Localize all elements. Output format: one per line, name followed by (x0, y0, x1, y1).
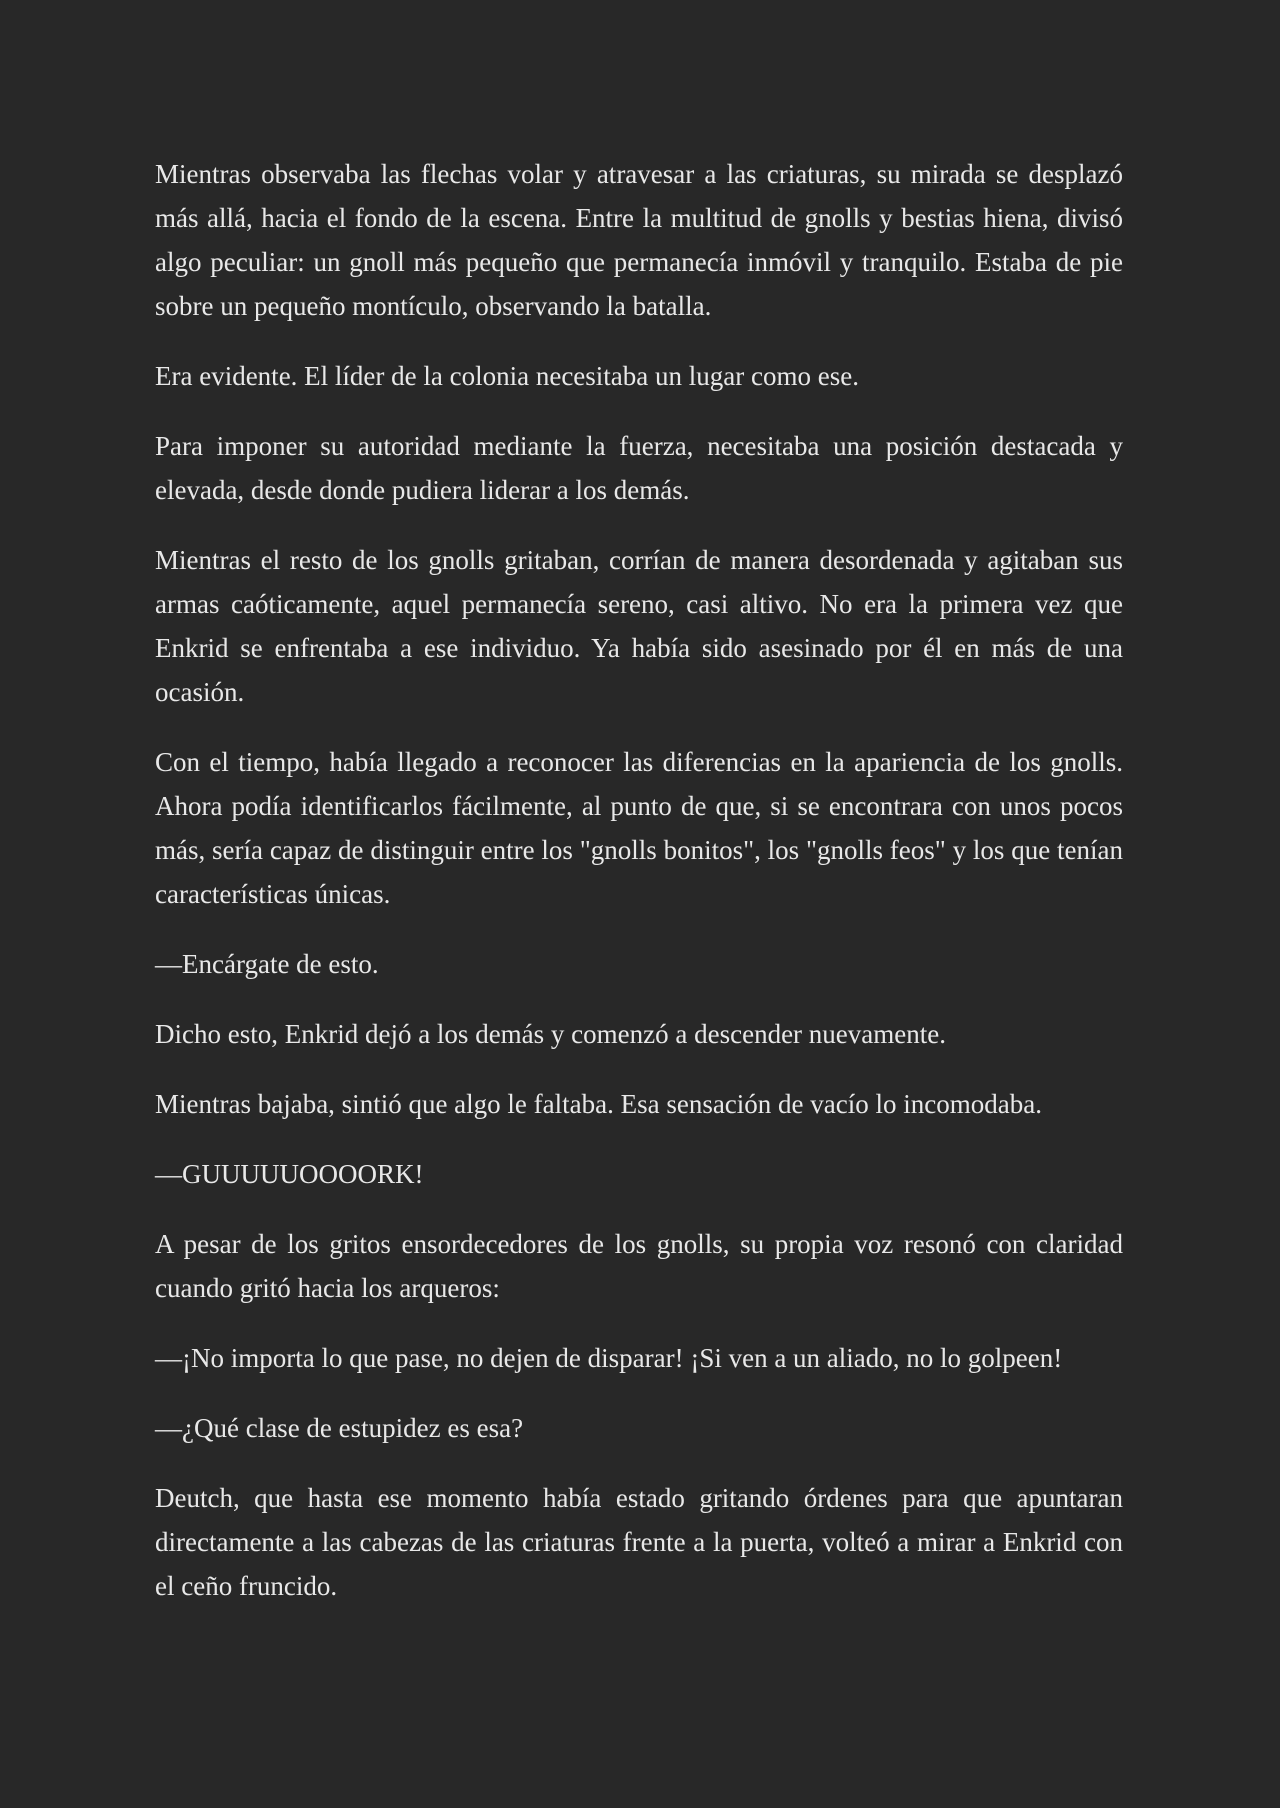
paragraph-1: Mientras observaba las flechas volar y atravesar a las criaturas, su mirada se desplazó más allá, hacia el fondo de la escena. Entre la multitud de gnolls y bestias hiena, divisó algo peculiar: un gnoll más pequeño que permanecía inmóvil y tranquilo. Estaba de pie sobre un pequeño montículo, observando la batalla. (155, 159, 1123, 321)
paragraph-5: Con el tiempo, había llegado a reconocer las diferencias en la apariencia de los gnolls. Ahora podía identificarlos fácilmente, al punto de que, si se encontrara con unos pocos más, sería capaz de distinguir entre los "gnolls bonitos", los "gnolls feos" y los que tenían características únicas. (155, 747, 1123, 909)
paragraph-13: Deutch, que hasta ese momento había estado gritando órdenes para que apuntaran directamente a las cabezas de las criaturas frente a la puerta, volteó a mirar a Enkrid con el ceño fruncido. (155, 1483, 1123, 1601)
paragraph-7: Dicho esto, Enkrid dejó a los demás y comenzó a descender nuevamente. (155, 1019, 946, 1049)
paragraph-4: Mientras el resto de los gnolls gritaban, corrían de manera desordenada y agitaban sus armas caóticamente, aquel permanecía sereno, casi altivo. No era la primera vez que Enkrid se enfrentaba a ese individuo. Ya había sido asesinado por él en más de una ocasión. (155, 545, 1123, 707)
paragraph-8: Mientras bajaba, sintió que algo le faltaba. Esa sensación de vacío lo incomodaba. (155, 1089, 1042, 1119)
paragraph-6: —Encárgate de esto. (155, 949, 379, 979)
paragraph-9: —GUUUUUOOOORK! (155, 1159, 424, 1189)
paragraph-12: —¿Qué clase de estupidez es esa? (155, 1413, 524, 1443)
paragraph-11: —¡No importa lo que pase, no dejen de disparar! ¡Si ven a un aliado, no lo golpeen! (155, 1343, 1063, 1373)
paragraph-2: Era evidente. El líder de la colonia necesitaba un lugar como ese. (155, 361, 859, 391)
paragraph-3: Para imponer su autoridad mediante la fuerza, necesitaba una posición destacada y elevada, desde donde pudiera liderar a los demás. (155, 431, 1123, 505)
paragraph-10: A pesar de los gritos ensordecedores de los gnolls, su propia voz resonó con claridad cuando gritó hacia los arqueros: (155, 1229, 1123, 1303)
